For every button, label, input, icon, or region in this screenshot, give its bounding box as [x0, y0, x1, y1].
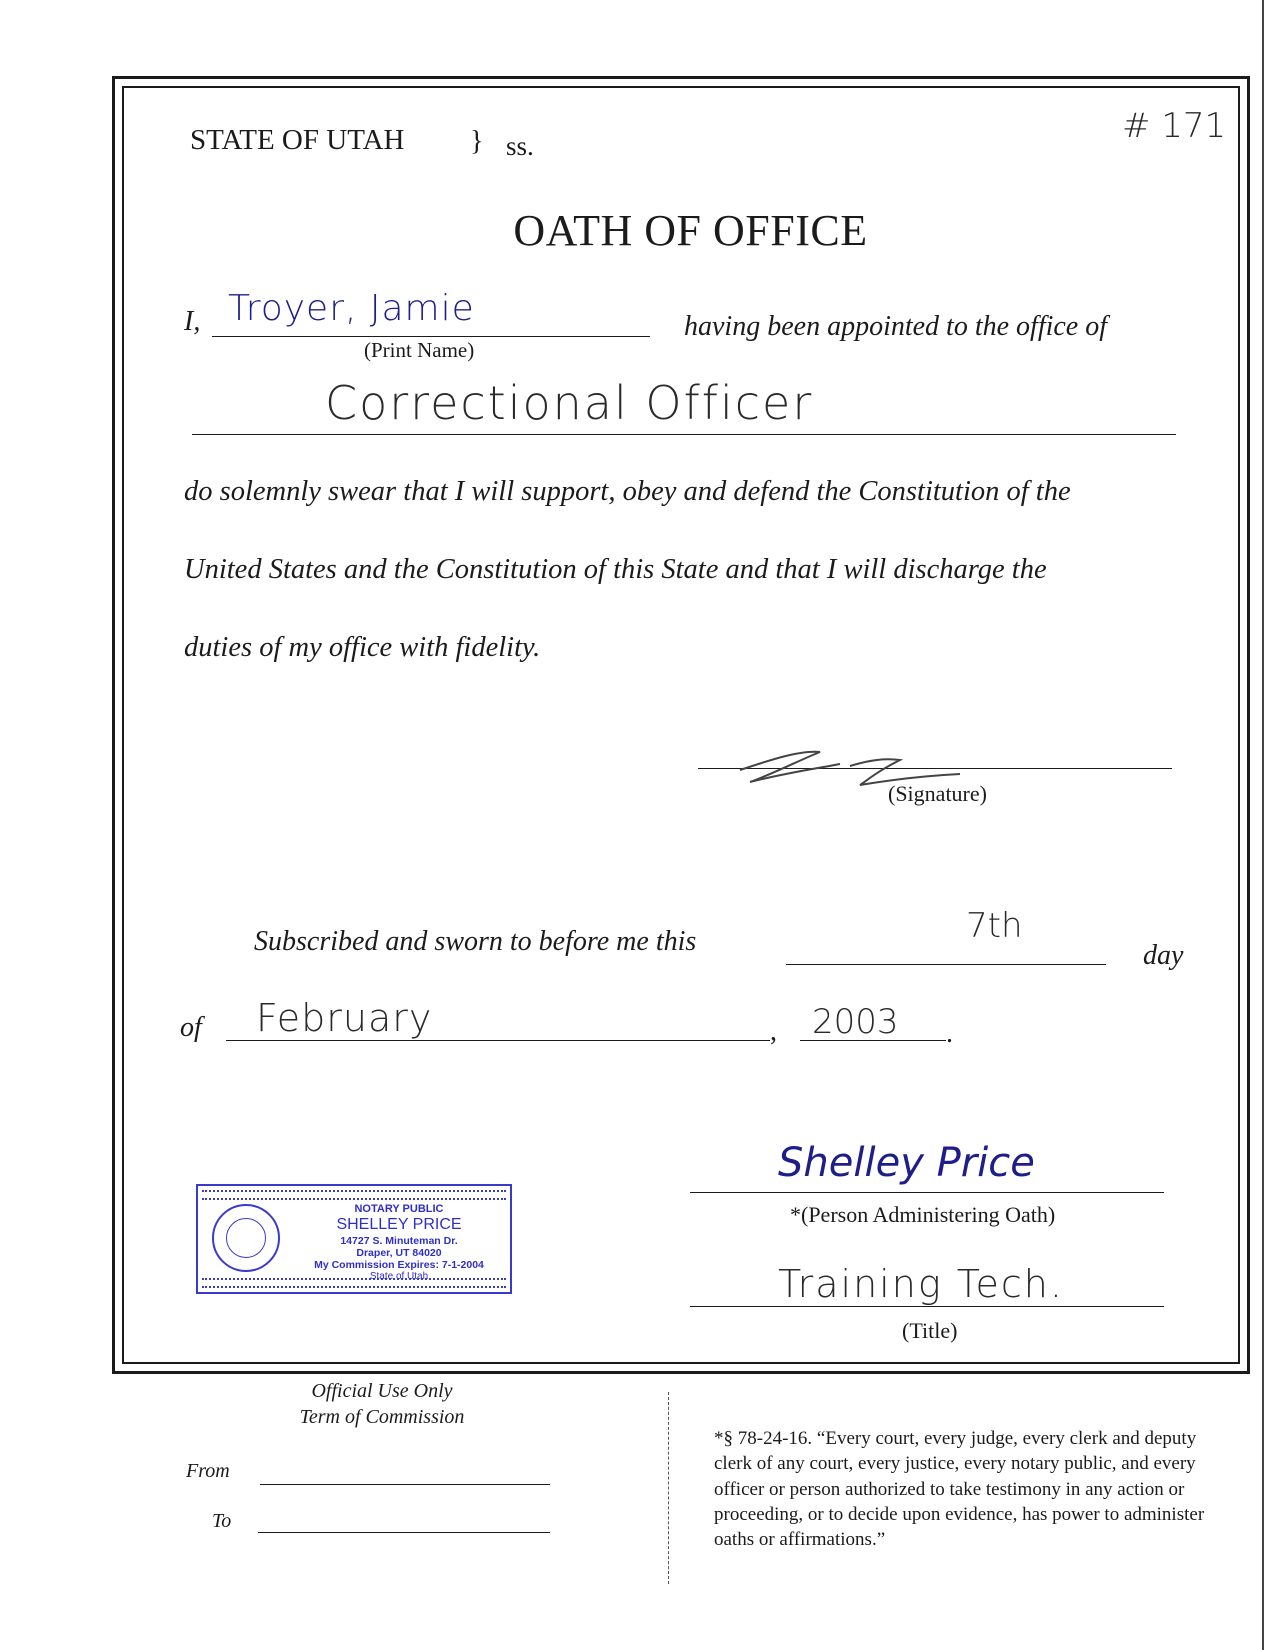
- state-seal-icon: [212, 1204, 280, 1272]
- notary-signature: Shelley Price: [778, 1140, 1035, 1186]
- day-value: 7th: [966, 906, 1023, 946]
- month-line: [226, 1040, 770, 1041]
- from-label: From: [186, 1460, 230, 1482]
- print-name-value: Troyer, Jamie: [228, 288, 475, 329]
- signature-caption: (Signature): [888, 781, 987, 806]
- date-comma: ,: [770, 1016, 777, 1047]
- document-border-inner: [122, 86, 1240, 1364]
- title-line: [690, 1306, 1164, 1307]
- stamp-heading: NOTARY PUBLIC: [354, 1203, 444, 1215]
- title-caption: (Title): [902, 1318, 958, 1343]
- official-use-label: Official Use Only: [311, 1380, 453, 1402]
- state-label: STATE OF UTAH: [190, 124, 405, 156]
- title-value: Training Tech.: [778, 1262, 1064, 1306]
- stamp-border-top: [202, 1190, 506, 1200]
- brace-symbol: }: [470, 126, 484, 157]
- document-number: # 171: [1122, 106, 1227, 146]
- stamp-address-1: 14727 S. Minuteman Dr.: [340, 1235, 458, 1247]
- appointed-text: having been appointed to the office of: [684, 311, 1108, 342]
- ss-label: ss.: [506, 131, 534, 161]
- day-word: day: [1143, 940, 1184, 971]
- footer-divider: [668, 1392, 669, 1584]
- subscribed-text: Subscribed and sworn to before me this: [254, 926, 697, 957]
- of-word: of: [180, 1012, 202, 1043]
- statute-note: *§ 78-24-16. “Every court, every judge, every clerk and deputy clerk of any court, every justice, every notary public, and every officer or person authorized to take testimony in any action or proceeding, or to decide upon evidence, has power to administer oaths or affirmations.”: [714, 1428, 1205, 1551]
- month-value: February: [256, 996, 433, 1040]
- day-line: [786, 964, 1106, 965]
- to-label: To: [212, 1510, 232, 1532]
- oath-paragraph-line-2: United States and the Constitution of this State and that I will discharge the: [184, 554, 1047, 585]
- to-line: [258, 1532, 550, 1533]
- oath-paragraph-line-3: duties of my office with fidelity.: [184, 632, 541, 663]
- office-line: [192, 434, 1176, 435]
- date-period: .: [946, 1018, 953, 1049]
- oath-i-prefix: I,: [184, 306, 201, 337]
- page-title: OATH OF OFFICE: [513, 206, 868, 255]
- from-line: [260, 1484, 550, 1485]
- stamp-expires: My Commission Expires: 7-1-2004: [314, 1259, 484, 1271]
- name-line: [212, 336, 650, 337]
- office-value: Correctional Officer: [325, 376, 814, 430]
- administering-caption: *(Person Administering Oath): [790, 1202, 1056, 1227]
- notary-stamp: [196, 1184, 512, 1294]
- year-value: 2003: [812, 1002, 899, 1042]
- oath-paragraph-line-1: do solemnly swear that I will support, obey and defend the Constitution of the: [184, 476, 1071, 507]
- stamp-name: SHELLEY PRICE: [336, 1216, 462, 1233]
- term-of-commission-label: Term of Commission: [299, 1406, 465, 1428]
- print-name-caption: (Print Name): [364, 338, 475, 362]
- administering-line: [690, 1192, 1164, 1193]
- stamp-state: State of Utah: [369, 1271, 429, 1282]
- stamp-address-2: Draper, UT 84020: [356, 1247, 442, 1259]
